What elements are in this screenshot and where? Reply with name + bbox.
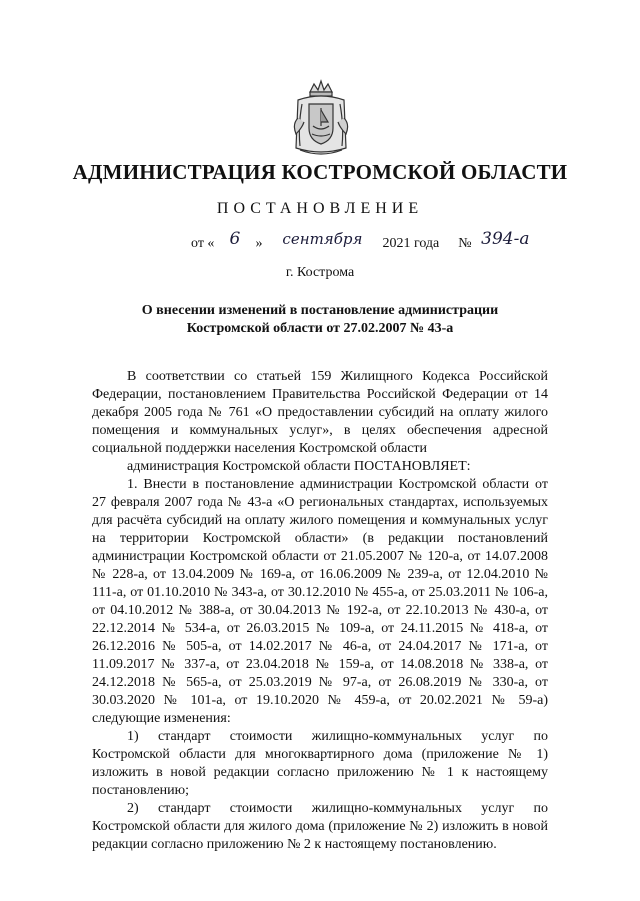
- agency-title: АДМИНИСТРАЦИЯ КОСТРОМСКОЙ ОБЛАСТИ: [72, 160, 568, 184]
- coat-of-arms-emblem: [290, 78, 352, 158]
- handwritten-day: 6: [229, 229, 241, 249]
- document-type: ПОСТАНОВЛЕНИЕ: [216, 200, 424, 217]
- preamble-paragraph: В соответствии со статьей 159 Жилищного Кодекса Российской Федерации, постановлением Правительства Российской Федерации от 14 декабря 2005 года № 761 «О предоставлении субсидий на оплату жилого помещения и коммунальных услуг», в целях обеспечения адресной социальной поддержки населения Костромской области: [92, 369, 548, 456]
- handwritten-number: 394-а: [481, 229, 530, 249]
- date-close-quote: »: [255, 236, 263, 251]
- subject-line-1: О внесении изменений в постановление администрации: [141, 303, 499, 318]
- number-sign: №: [458, 236, 472, 251]
- item-1-paragraph: 1. Внести в постановление администрации Костромской области от 27 февраля 2007 года № 43-а «О региональных стандартах, используемых для расчёта субсидий на оплату жилого помещения и коммунальных услуг на территории Костромской области» (в редакции постановлений администрации Костромской области от 21.05.2007 № 120-а, от 14.07.2008 № 228-а, от 13.04.2009 № 169-а, от 16.06.2009 № 239-а, от 12.04.2010 № 111-а, от 01.10.2010 № 343-а, от 30.12.2010 № 455-а, от 25.03.2011 № 106-а, от 04.10.2012 № 388-а, от 30.04.2013 № 192-а, от 22.10.2013 № 430-а, от 22.12.2014 № 534-а, от 26.03.2015 № 109-а, от 24.11.2015 № 418-а, от 26.12.2016 № 505-а, от 14.02.2017 № 46-а, от 24.04.2017 № 171-а, от 11.09.2017 № 337-а, от 23.04.2018 № 159-а, от 14.08.2018 № 338-а, от 24.12.2018 № 565-а, от 25.03.2019 № 97-а, от 26.08.2019 № 330-а, от 30.03.2020 № 101-а, от 19.10.2020 № 459-а, от 20.02.2021 № 59-а) следующие изменения:: [92, 477, 548, 726]
- document-body: [92, 368, 548, 854]
- date-number-line: [191, 229, 530, 252]
- date-year: 2021 года: [382, 236, 440, 251]
- city-line: г. Кострома: [285, 265, 355, 280]
- subitem-1-paragraph: 1) стандарт стоимости жилищно-коммунальных услуг по Костромской области для многоквартирного дома (приложение № 1) изложить в новой редакции согласно приложению № 1 к настоящему постановлению;: [92, 729, 548, 798]
- date-prefix: от «: [191, 236, 215, 251]
- handwritten-month: сентября: [282, 230, 363, 248]
- subject-line-2: Костромской области от 27.02.2007 № 43-а: [186, 321, 454, 336]
- document-subject: [120, 302, 520, 338]
- subitem-2-paragraph: 2) стандарт стоимости жилищно-коммунальных услуг по Костромской области для жилого дома (приложение № 2) изложить в новой редакции согласно приложению № 2 к настоящему постановлению.: [92, 801, 548, 852]
- resolves-paragraph: администрация Костромской области ПОСТАНОВЛЯЕТ:: [127, 459, 471, 474]
